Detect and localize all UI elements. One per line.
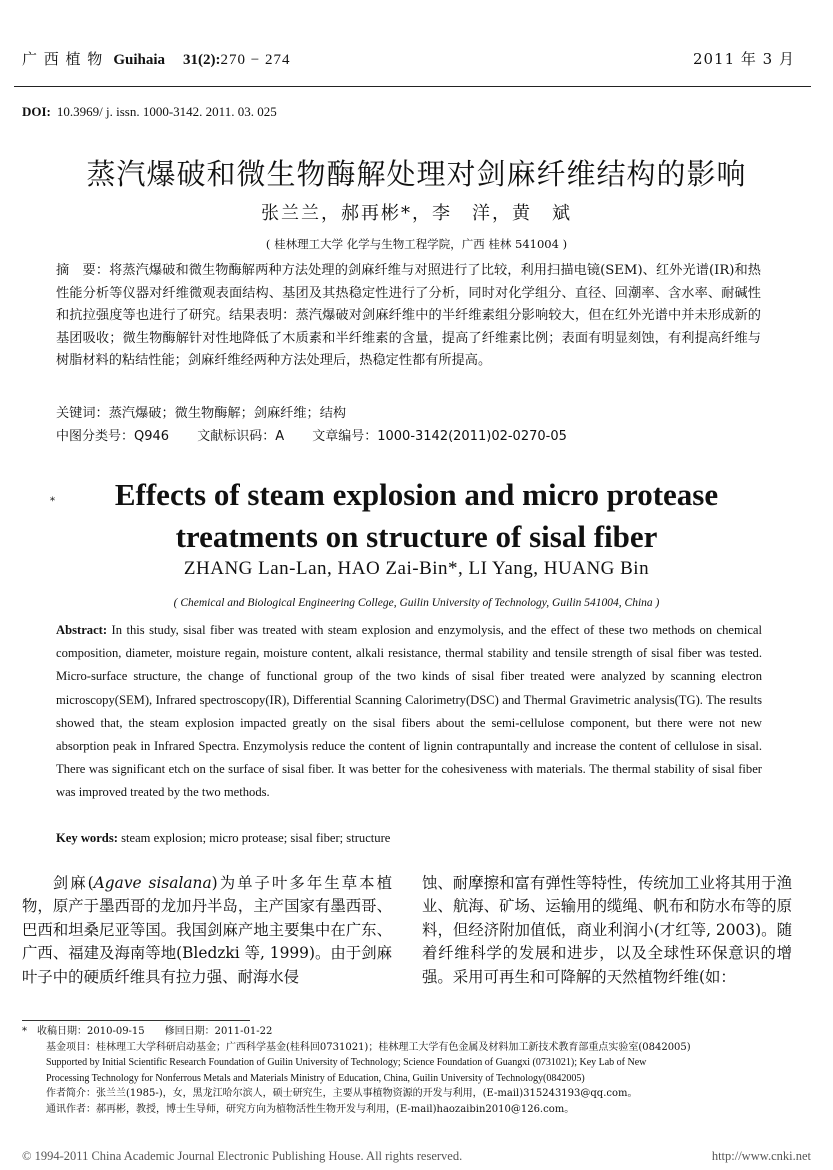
footnote-rule <box>22 1020 250 1021</box>
body-column-right <box>422 872 792 989</box>
keywords-en-label: Key words: <box>56 831 118 845</box>
title-en <box>0 474 833 558</box>
document-code: 文献标识码：A <box>197 429 285 444</box>
affiliation-en: ( Chemical and Biological Engineering College, Guilin University of Technology, Guilin 541004, China ) <box>173 597 660 609</box>
copyright-text: © 1994-2011 China Academic Journal Electronic Publishing House. All rights reserved. <box>22 1149 463 1163</box>
doi-label: DOI: <box>22 104 51 119</box>
footnotes <box>22 1024 802 1118</box>
authors-cn: 张兰兰，郝再彬*，李 洋，黄 斌 <box>261 203 572 224</box>
abstract-en <box>56 619 762 805</box>
keywords-cn <box>56 402 346 421</box>
abstract-cn <box>56 260 761 373</box>
keywords-cn-text: 蒸汽爆破；微生物酶解；剑麻纤维；结构 <box>108 406 347 421</box>
doi-line <box>22 104 277 120</box>
issue-date: 2011 年 3 月 <box>692 50 795 68</box>
title-en-footnote-mark: * <box>50 496 55 507</box>
clc-number: 中图分类号：Q946 <box>56 429 170 444</box>
body-paragraph <box>22 872 392 989</box>
journal-name-en: Guihaia <box>113 52 165 68</box>
keywords-en <box>56 831 390 846</box>
journal-citation <box>22 48 290 69</box>
copyright-bar <box>22 1149 811 1164</box>
body-text-post: )为单子叶多年生草本植物，原产于墨西哥的龙加丹半岛，主产国家有墨西哥、巴西和坦桑尼亚等国。我国剑麻产地主要集中在广东、广西、福建及海南等地(Bledzki 等, 1999)。由于剑麻叶子中的硬质纤维具有拉力强、耐海水侵 <box>22 874 392 986</box>
title-en-line-1: Effects of steam explosion and micro protease <box>114 477 719 512</box>
body-paragraph-right: 蚀、耐摩擦和富有弹性等特性，传统加工业将其用于渔业、航海、矿场、运输用的缆绳、帆布和防水布等的原料，但经济附加值低，商业利润小(才红等, 2003)。随着纤维科学的发展和进步，以及全球性环保意识的增强。采用可再生和可降解的天然植物纤维(如： <box>422 874 792 986</box>
volume-issue: 31(2): <box>183 52 221 68</box>
abstract-cn-label: 摘 要： <box>56 263 110 278</box>
keywords-cn-label: 关键词： <box>56 406 109 421</box>
authors-en: ZHANG Lan-Lan, HAO Zai-Bin*, LI Yang, HUANG Bin <box>183 558 650 579</box>
journal-name-cn: 广 西 植 物 <box>22 50 104 68</box>
species-name: Agave sisalana <box>93 874 212 892</box>
footnote-received-text: 收稿日期：2010-09-15 修回日期：2011-01-22 <box>37 1026 273 1037</box>
footnote-support-2: Processing Technology for Nonferrous Metals and Materials Ministry of Education, China, Guilin University of Technology(0842005) <box>46 1072 585 1084</box>
footnote-received <box>22 1024 802 1040</box>
body-text-pre: 剑麻( <box>52 874 94 892</box>
abstract-en-label: Abstract: <box>56 623 108 637</box>
header-rule <box>14 86 811 87</box>
footnote-corresponding: 通讯作者：郝再彬，教授，博士生导师，研究方向为植物活性生物开发与利用，(E-mail)haozaibin2010@126.com。 <box>46 1103 575 1115</box>
running-header <box>22 48 795 72</box>
footnote-funding: 基金项目：桂林理工大学科研启动基金；广西科学基金(桂科回0731021)；桂林理工大学有色金属及材料加工新技术教育部重点实验室(0842005) <box>46 1041 691 1053</box>
keywords-en-text: steam explosion; micro protease; sisal fiber; structure <box>121 831 391 845</box>
title-cn: 蒸汽爆破和微生物酶解处理对剑麻纤维结构的影响 <box>86 157 747 191</box>
footnote-author: 作者简介：张兰兰(1985-)，女，黑龙江哈尔滨人，硕士研究生，主要从事植物资源的开发与利用，(E-mail)315243193@qq.com。 <box>46 1088 638 1100</box>
cnki-link[interactable]: http://www.cnki.net <box>711 1149 811 1163</box>
footnote-support-1: Supported by Initial Scientific Research Foundation of Guilin University of Technology; Science Foundation of Guangxi (0731021); Key Lab of New <box>46 1057 647 1069</box>
article-number: 文章编号：1000-3142(2011)02-0270-05 <box>312 429 567 444</box>
title-en-line-2: treatments on structure of sisal fiber <box>175 519 658 554</box>
abstract-cn-text: 将蒸汽爆破和微生物酶解两种方法处理的剑麻纤维与对照进行了比较，利用扫描电镜(SEM)、红外光谱(IR)和热性能分析等仪器对纤维微观表面结构、基团及其热稳定性进行了分析，同时对化学组分、直径、回潮率、含水率、耐碱性和抗拉强度等也进行了研究。结果表明：蒸汽爆破对剑麻纤维中的半纤维素组分影响较大，但在红外光谱中并未形成新的基团吸收；微生物酶解针对性地降低了木质素和半纤维素的含量，提高了纤维素比例；表面有明显刻蚀，有利提高纤维与树脂材料的粘结性能；剑麻纤维经两种方法处理后，热稳定性都有所提高。 <box>56 263 761 368</box>
affiliation-cn: ( 桂林理工大学 化学与生物工程学院，广西 桂林 541004 ) <box>265 237 568 251</box>
footnote-mark: * <box>22 1026 27 1037</box>
classification-line <box>56 425 591 444</box>
page-range: 270 − 274 <box>220 52 291 68</box>
abstract-en-text: In this study, sisal fiber was treated with steam explosion and enzymolysis, and the effect of these two methods on chemical composition, diameter, moisture regain, moisture content, alkali resistance, thermal stability and tensile strength of sisal fiber was tested. Micro-surface structure, the change of functional group of the two kinds of sisal fiber treated were analyzed by scanning electron microscopy(SEM), Infrared spectroscopy(IR), Differential Scanning Calorimetry(DSC) and Thermal Gravimetric analysis(TG). The results showed that, the steam explosion impacted greatly on the sisal fibers about the semi-cellulose component, but there were not new absorption peak in Infrared Spectra. Enzymolysis reduce the content of lignin contrapuntally and increase the content of cellulose in sisal. There was significant etch on the surface of sisal fiber. It was better for the cohesiveness with materials. The thermal stability of sisal fiber was improved treated by the two methods. <box>56 623 762 800</box>
doi-value[interactable]: 10.3969/ j. issn. 1000-3142. 2011. 03. 025 <box>56 104 277 119</box>
body-column-left <box>22 872 392 989</box>
